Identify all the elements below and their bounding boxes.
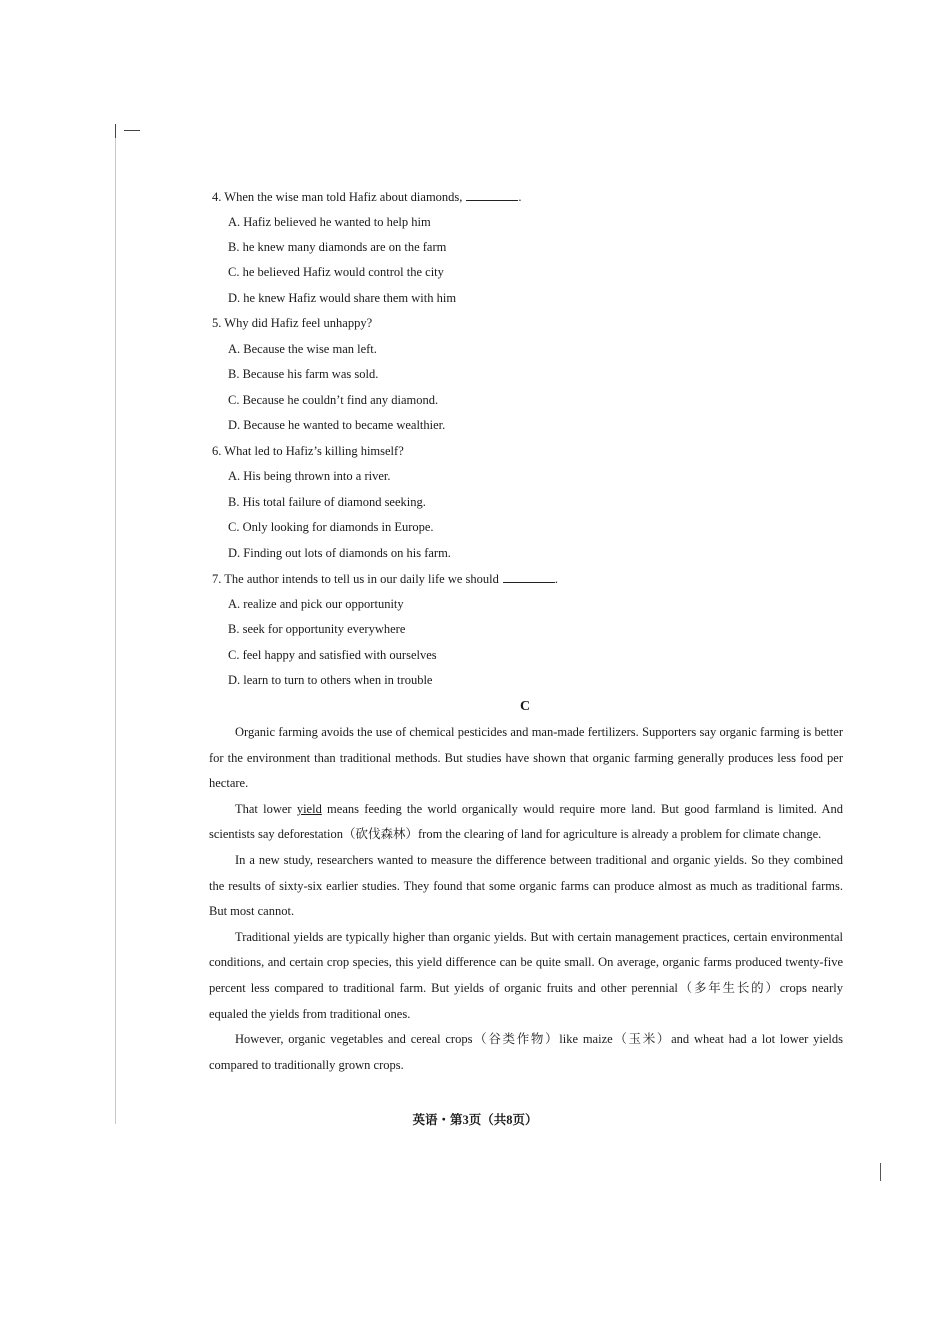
paragraph-2-lead: That lower	[235, 801, 297, 816]
scan-corner-mark	[115, 124, 116, 138]
question-6-option-a: A. His being thrown into a river.	[228, 469, 391, 483]
question-5-option-b: B. Because his farm was sold.	[228, 367, 379, 381]
question-4-option-d: D. he knew Hafiz would share them with him	[228, 291, 457, 305]
answer-blank	[503, 571, 555, 583]
question-4-option-c: C. he believed Hafiz would control the city	[228, 265, 444, 279]
scan-dash-mark	[124, 130, 140, 131]
passage-paragraph-5: However, organic vegetables and cereal crops（谷类作物）like maize（玉米）and wheat had a lot lower yields compared to traditionally grown crops.	[209, 1032, 843, 1072]
question-7-text: 7. The author intends to tell us in our daily life we should	[212, 572, 499, 586]
passage-paragraph-1: Organic farming avoids the use of chemical pesticides and man-made fertilizers. Supporters say organic farming is better for the environment than traditional methods. But studies have shown that organic farming generally produces less food per hectare.	[209, 725, 843, 791]
question-6-option-b: B. His total failure of diamond seeking.	[228, 495, 426, 509]
paragraph-2-rest: means feeding the world organically would require more land. But good farmland is limited. And scientists say deforestation（砍伐森林）from the clearing of land for agriculture is already a problem for climate change.	[209, 801, 843, 842]
question-6-stem: 6. What led to Hafiz’s killing himself?	[212, 444, 404, 458]
question-7-punct: .	[554, 572, 559, 586]
question-7-option-a: A. realize and pick our opportunity	[228, 597, 404, 611]
passage-paragraph-4: Traditional yields are typically higher than organic yields. But with certain management practices, certain environmental conditions, and certain crop species, this yield difference can be quite small. On average, organic farms produced twenty-five percent less compared to traditional farm. But yields of organic fruits and other perennial（多年生长的）crops nearly equaled the yields from traditional ones.	[209, 929, 843, 1021]
question-4-stem	[212, 189, 522, 205]
question-5-option-d: D. Because he wanted to became wealthier.	[228, 418, 446, 432]
question-4-text: 4. When the wise man told Hafiz about diamonds,	[212, 190, 463, 204]
page-footer: 英语・第3页（共8页）	[412, 1113, 538, 1127]
passage-c	[209, 720, 843, 1078]
scan-edge-line	[115, 124, 116, 1124]
question-7-option-d: D. learn to turn to others when in trouble	[228, 673, 433, 687]
question-7-stem	[212, 571, 558, 587]
question-4-option-a: A. Hafiz believed he wanted to help him	[228, 215, 431, 229]
underlined-word-yield: yield	[296, 801, 322, 816]
question-4-punct: .	[518, 190, 522, 204]
question-7-option-c: C. feel happy and satisfied with ourselves	[228, 648, 437, 662]
question-5-option-c: C. Because he couldn’t find any diamond.	[228, 393, 439, 407]
passage-paragraph-2	[209, 797, 843, 848]
question-5-option-a: A. Because the wise man left.	[228, 342, 377, 356]
question-4-option-b: B. he knew many diamonds are on the farm	[228, 240, 447, 254]
question-6-option-d: D. Finding out lots of diamonds on his farm.	[228, 546, 451, 560]
answer-blank	[466, 189, 518, 201]
question-5-stem: 5. Why did Hafiz feel unhappy?	[212, 316, 373, 330]
passage-paragraph-3: In a new study, researchers wanted to measure the difference between traditional and organic yields. So they combined the results of sixty-six earlier studies. They found that some organic farms can produce almost as much as traditional farms. But most cannot.	[209, 852, 843, 919]
question-6-option-c: C. Only looking for diamonds in Europe.	[228, 520, 434, 534]
scan-right-mark	[880, 1163, 881, 1181]
question-7-option-b: B. seek for opportunity everywhere	[228, 622, 406, 636]
section-c-heading: C	[520, 699, 531, 714]
